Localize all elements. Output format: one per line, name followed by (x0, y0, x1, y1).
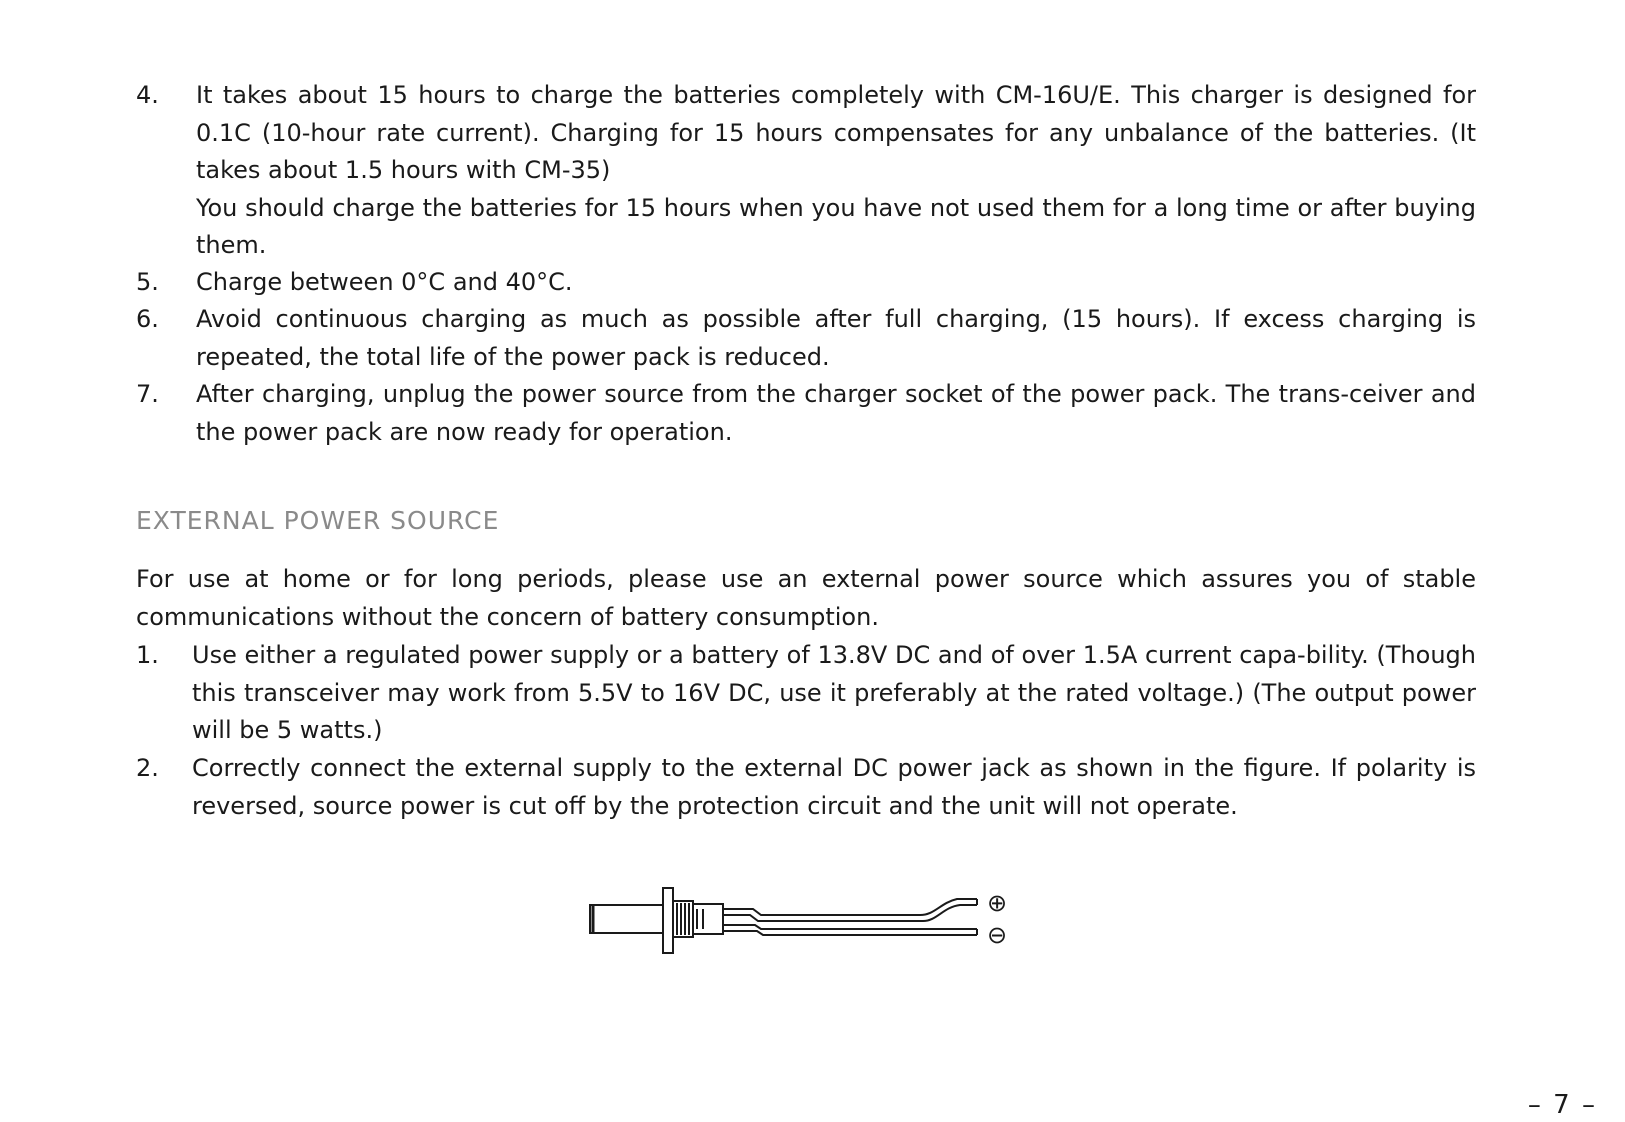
step-number: 2. (136, 754, 159, 782)
step-text: Charge between 0°C and 40°C. (196, 268, 573, 296)
step-text: Correctly connect the external supply to the external DC power jack as shown in the figure. If polarity is reversed, source power is cut off by the protection circuit and the unit will not operate. (192, 754, 1476, 820)
charging-step-4 (136, 77, 1476, 265)
step-text: It takes about 15 hours to charge the batteries completely with CM-16U/E. This charger is designed for 0.1C (10-hour rate current). Charging for 15 hours compensates for any unbalance of the batteries. (It takes about 1.5 hours with CM-35) (196, 81, 1476, 184)
step-number: 4. (136, 81, 159, 109)
charging-step-7 (136, 376, 1476, 451)
page-number: – 7 – (1527, 1090, 1597, 1120)
charging-step-6 (136, 301, 1476, 376)
step-text: Use either a regulated power supply or a battery of 13.8V DC and of over 1.5A current capa-bility. (Though this transceiver may work from 5.5V to 16V DC, use it preferably at the rated voltage.) (The output power will be 5 watts.) (192, 641, 1476, 744)
external-step-2 (136, 750, 1476, 825)
negative-terminal-symbol: ⊖ (986, 921, 1008, 949)
step-text: After charging, unplug the power source from the charger socket of the power pack. The trans-ceiver and the power pack are now ready for operation. (196, 380, 1476, 446)
step-number: 5. (136, 268, 159, 296)
step-number: 1. (136, 641, 159, 669)
charging-step-5 (136, 264, 1476, 302)
step-text-continued: You should charge the batteries for 15 hours when you have not used them for a long time or after buying them. (196, 193, 1476, 259)
external-step-1 (136, 637, 1476, 750)
section-intro: For use at home or for long periods, please use an external power source which assures you of stable communications without the concern of battery consumption. (136, 565, 1476, 631)
dc-plug-drawing (590, 888, 977, 953)
step-number: 6. (136, 305, 159, 333)
positive-terminal-symbol: ⊕ (986, 889, 1008, 917)
step-number: 7. (136, 380, 159, 408)
dc-jack-figure (585, 885, 1045, 960)
section-heading: EXTERNAL POWER SOURCE (136, 506, 500, 535)
step-text: Avoid continuous charging as much as possible after full charging, (15 hours). If excess charging is repeated, the total life of the power pack is reduced. (196, 305, 1476, 371)
